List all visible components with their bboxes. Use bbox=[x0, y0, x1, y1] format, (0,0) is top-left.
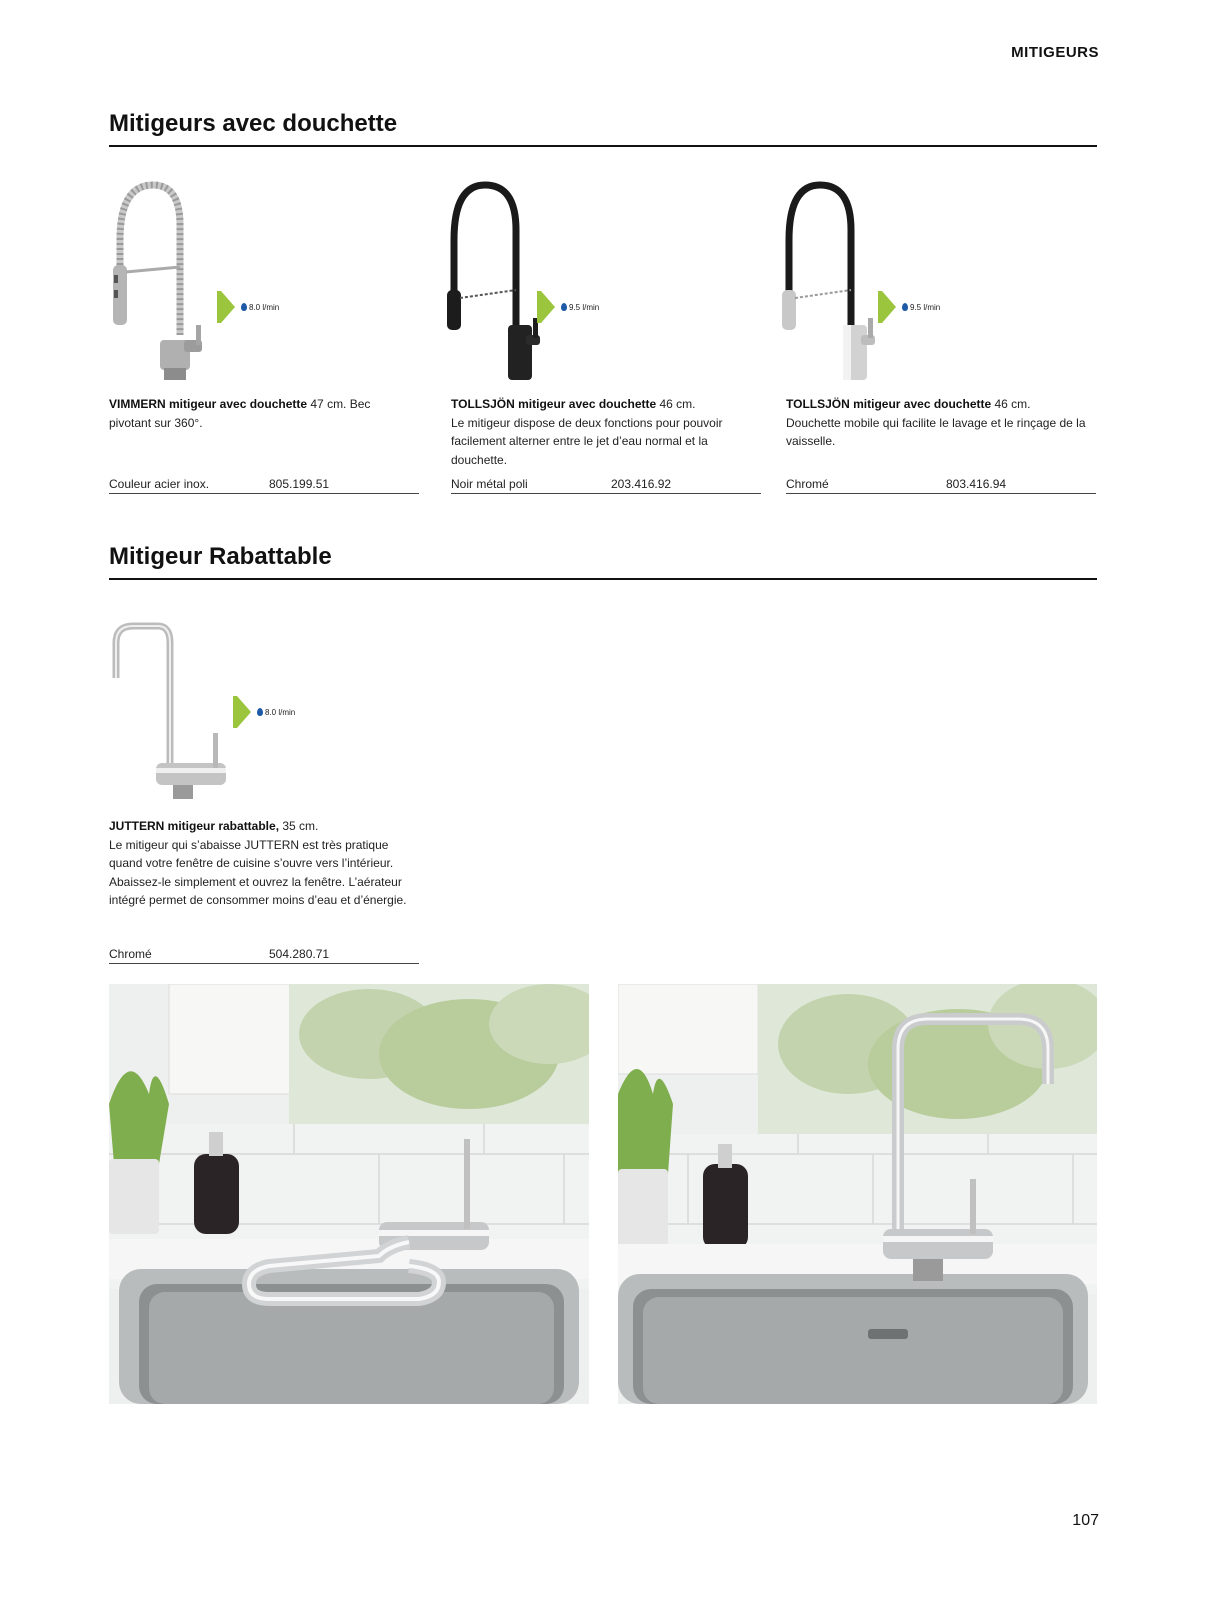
product-finish: Noir métal poli bbox=[451, 477, 528, 491]
product-name: TOLLSJÖN mitigeur avec douchette bbox=[451, 397, 657, 411]
product-description bbox=[109, 395, 399, 432]
flow-arrow-icon bbox=[221, 291, 235, 323]
price-row bbox=[109, 947, 419, 964]
product-description bbox=[451, 395, 751, 469]
flow-rate-badge bbox=[233, 696, 295, 728]
product-ref: 803.416.94 bbox=[946, 477, 1007, 491]
water-drop-icon bbox=[257, 708, 263, 716]
price-row bbox=[109, 477, 419, 494]
chrome-foldable-faucet-icon bbox=[108, 618, 233, 813]
kitchen-sink-upright-faucet-photo-icon bbox=[618, 984, 1097, 1404]
product-ref: 203.416.92 bbox=[611, 477, 672, 491]
section-divider bbox=[109, 145, 1097, 147]
chrome-black-pull-down-faucet-icon bbox=[775, 180, 885, 385]
price-row bbox=[786, 477, 1096, 494]
flow-arrow-icon bbox=[541, 291, 555, 323]
black-pull-down-faucet-icon bbox=[440, 180, 550, 385]
page-number: 107 bbox=[1072, 1512, 1099, 1529]
product-size: 47 cm. Bec pivotant sur 360°. bbox=[109, 397, 371, 430]
product-size: 46 cm. bbox=[656, 397, 696, 411]
product-details: Le mitigeur qui s’abaisse JUTTERN est très pratique quand votre fenêtre de cuisine s’ouvre vers l’intérieur. Abaissez-le simplement et ouvrez la fenêtre. L’aérateur intégré permet de consommer moins d’eau et d’énergie. bbox=[109, 837, 407, 907]
price-row bbox=[451, 477, 761, 494]
flow-arrow-icon bbox=[882, 291, 896, 323]
flow-rate: 8.0 l/min bbox=[249, 302, 280, 312]
section-divider bbox=[109, 578, 1097, 580]
flow-rate: 9.5 l/min bbox=[910, 302, 941, 312]
flow-rate-badge bbox=[878, 291, 940, 323]
product-size: 46 cm. bbox=[991, 397, 1031, 411]
product-finish: Chromé bbox=[786, 477, 829, 491]
product-finish: Chromé bbox=[109, 947, 152, 961]
flow-rate-badge bbox=[217, 291, 279, 323]
product-ref: 805.199.51 bbox=[269, 477, 330, 491]
flow-arrow-icon bbox=[237, 696, 251, 728]
flow-rate: 9.5 l/min bbox=[569, 302, 600, 312]
section-title-douchette: Mitigeurs avec douchette bbox=[109, 110, 398, 137]
product-details: Le mitigeur dispose de deux fonctions pour pouvoir facilement alterner entre le jet d’eau normal et la douchette. bbox=[451, 415, 723, 467]
brushed-steel-pull-down-faucet-icon bbox=[108, 180, 218, 385]
product-size: 35 cm. bbox=[279, 819, 319, 833]
product-description bbox=[109, 817, 409, 910]
product-finish: Couleur acier inox. bbox=[109, 477, 210, 491]
product-name: JUTTERN mitigeur rabattable, bbox=[109, 819, 280, 833]
section-title-rabattable: Mitigeur Rabattable bbox=[109, 543, 332, 570]
product-ref: 504.280.71 bbox=[269, 947, 330, 961]
water-drop-icon bbox=[561, 303, 567, 311]
flow-rate-badge bbox=[537, 291, 599, 323]
product-details: Douchette mobile qui facilite le lavage et le rinçage de la vaisselle. bbox=[786, 415, 1086, 448]
product-name: VIMMERN mitigeur avec douchette bbox=[109, 397, 308, 411]
water-drop-icon bbox=[902, 303, 908, 311]
water-drop-icon bbox=[241, 303, 247, 311]
flow-rate: 8.0 l/min bbox=[265, 707, 296, 717]
product-description bbox=[786, 395, 1096, 451]
product-name: TOLLSJÖN mitigeur avec douchette bbox=[786, 397, 992, 411]
section-label: MITIGEURS bbox=[1011, 44, 1099, 61]
kitchen-sink-folded-faucet-photo-icon bbox=[109, 984, 589, 1404]
